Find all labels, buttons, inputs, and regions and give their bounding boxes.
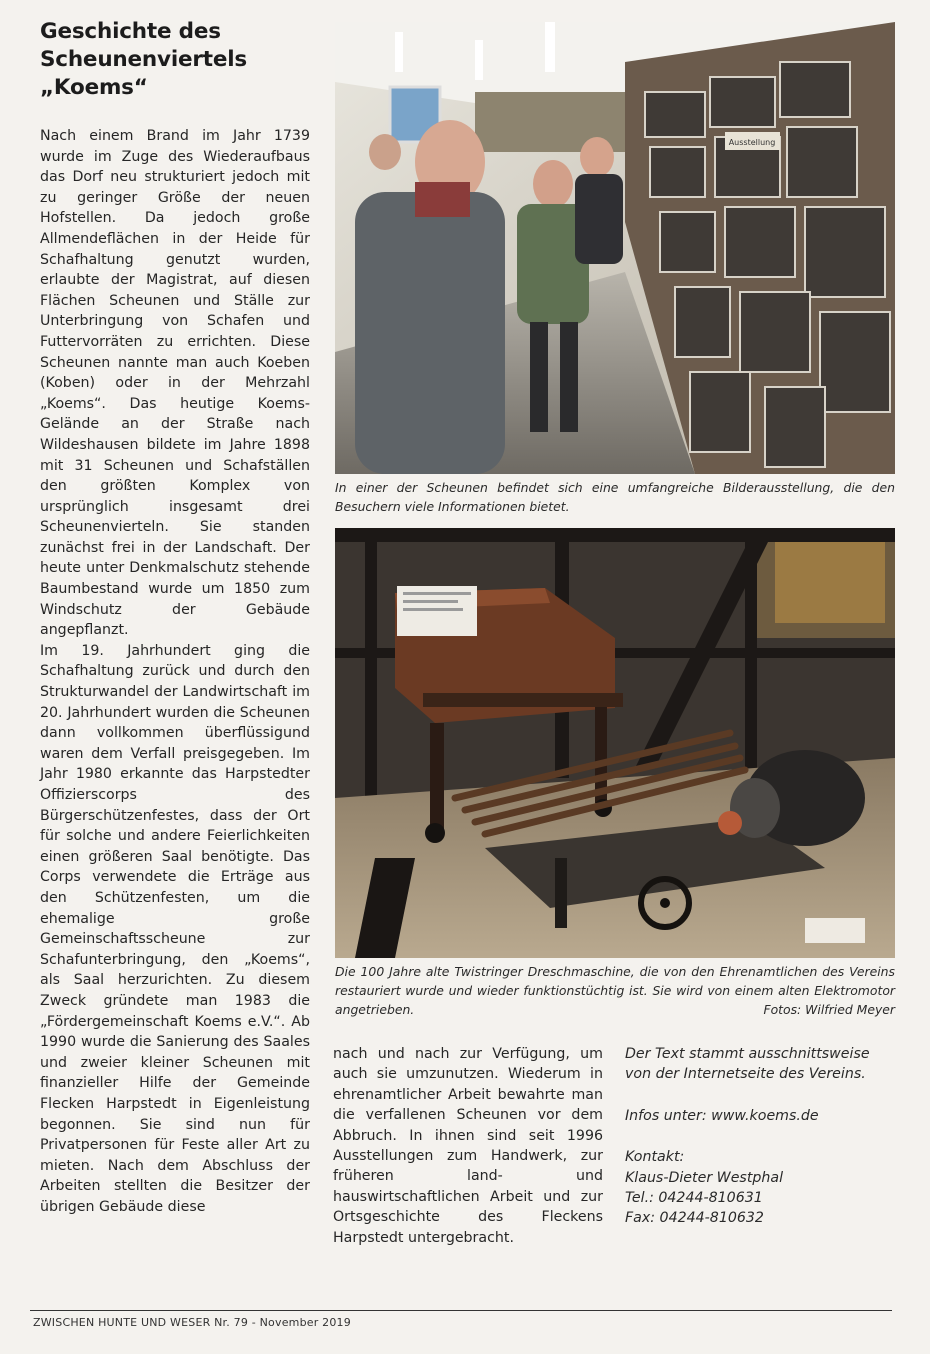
threshing-machine-caption (335, 962, 895, 1019)
exhibition-photo (335, 22, 895, 474)
photo-credit: Fotos: Wilfried Meyer (763, 1002, 895, 1017)
article-body (40, 126, 310, 1217)
title-line-1: Geschichte des (40, 19, 221, 44)
exhibition-photo-image (335, 22, 895, 474)
threshing-machine-caption-text: Die 100 Jahre alte Twistringer Dreschmaschine, die von den Ehrenamtlichen des Vereins restauriert wurde und wieder funktionstüchtig ist. Sie wird von einem alten Elektromotor angetrieben. (335, 964, 895, 1017)
exhibition-photo-caption: In einer der Scheunen befindet sich eine umfangreiche Bilderausstellung, die den Besuchern viele Informationen bietet. (335, 480, 895, 514)
paragraph-1: Nach einem Brand im Jahr 1739 wurde im Zuge des Wiederaufbaus das Dorf neu strukturiert jedoch mit zu geringer Größe der neuen Hofstellen. Da jedoch große Allmendeflächen in der Heide für Schafhaltung genutzt wurden, erlaubte der Magistrat, auf diesen Flächen Scheunen und Ställe zur Unterbringung von Schafen und Futtervorräten zu errichten. Diese Scheunen nannte man auch Koeben (Koben) oder in der Mehrzahl „Koems“. Das heutige Koems-Gelände an der Straße nach Wildeshausen bildete im Jahre 1898 mit 31 Scheunen und Schafställen den größten Komplex von ursprünglich insgesamt drei Scheunenvierteln. Sie standen zunächst frei in der Landschaft. Der heute unter Denkmalschutz stehende Baumbestand wurde um 1850 zum Windschutz der Gebäude angepflanzt. (40, 128, 310, 639)
footer-divider (30, 1310, 892, 1311)
exhibition-sign-text: Ausstellung (728, 138, 776, 147)
contact-name: Klaus-Dieter Westphal (625, 1169, 784, 1186)
paragraph-2: Im 19. Jahrhundert ging die Schafhaltung zurück und durch den Strukturwandel der Landwirtschaft im 20. Jahrhundert wurden die Scheunen dann vollkommen überflüssigund waren dem Verfall preisgegeben. Im Jahr 1980 erkannte das Harpstedter Offizierscorps des Bürgerschützenfestes, dass der Ort für solche und andere Feierlichkeiten einen größeren Saal benötigte. Das Corps verwendete die Erträge aus den Schützenfesten, um die ehemalige große Gemeinschaftsscheune zur Schafunterbringung, den „Koems“, als Saal herzurichten. Zu diesem Zweck gründete man 1983 die „Fördergemeinschaft Koems e.V.“. Ab 1990 wurde die Sanierung des Saales und zweier kleiner Scheunen mit finanzieller Hilfe der Gemeinde Flecken Harpstedt in Eigenleistung begonnen. Sie sind nun für Privatpersonen für Feste aller Art zu mieten. Nach dem Abschluss der Arbeiten stellten die Besitzer der übrigen Gebäude diese (40, 642, 310, 1215)
title-line-2: Scheunenviertels „Koems“ (40, 47, 248, 100)
page-footer: ZWISCHEN HUNTE UND WESER Nr. 79 - November 2019 (33, 1316, 351, 1329)
info-box (625, 1044, 900, 1229)
article-left-column (40, 18, 310, 1217)
contact-phone: Tel.: 04244-810631 (625, 1190, 763, 1207)
article-middle-column (333, 1044, 603, 1248)
visitor-4 (369, 134, 401, 170)
threshing-machine-photo-image (335, 528, 895, 958)
threshing-machine-photo (335, 528, 895, 958)
contact-fax: Fax: 04244-810632 (625, 1210, 764, 1227)
website-info: Infos unter: www.koems.de (625, 1107, 819, 1124)
article-title (40, 18, 310, 102)
paragraph-3: nach und nach zur Verfügung, um auch sie umzunutzen. Wiederum in ehrenamtlicher Arbeit bewahrte man die verfallenen Scheunen vor dem Abbruch. In ihnen sind seit 1996 Ausstellungen zum Handwerk, zur früheren land- und hauswirtschaftlichen Arbeit und zur Ortsgeschichte des Fleckens Harpstedt untergebracht. (333, 1046, 603, 1246)
source-note: Der Text stammt ausschnittsweise von der Internetseite des Vereins. (625, 1046, 870, 1083)
contact-label: Kontakt: (625, 1149, 685, 1166)
